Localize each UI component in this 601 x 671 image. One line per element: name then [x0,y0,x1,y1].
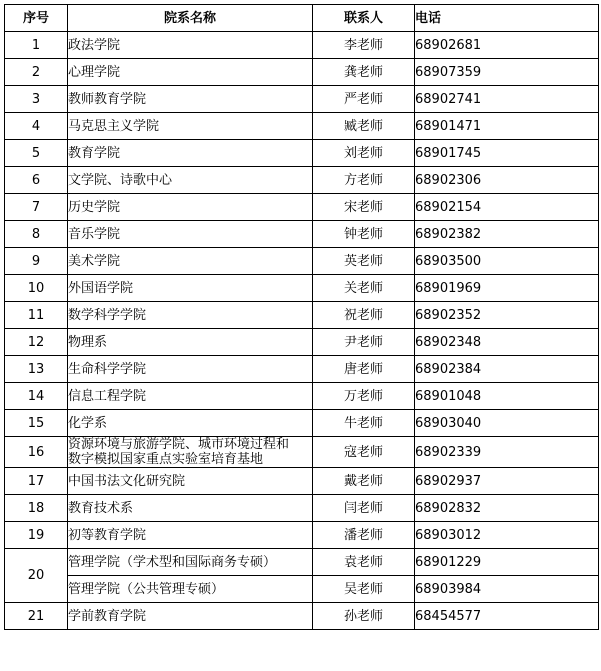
cell-phone: 68902832 [415,495,599,522]
cell-dept: 文学院、诗歌中心 [68,167,313,194]
cell-no: 1 [5,32,68,59]
cell-phone: 68903012 [415,522,599,549]
cell-phone: 68902937 [415,468,599,495]
cell-no: 6 [5,167,68,194]
table-row [5,167,599,194]
cell-phone: 68902681 [415,32,599,59]
table-row [5,302,599,329]
cell-contact: 钟老师 [313,221,415,248]
cell-dept: 心理学院 [68,59,313,86]
cell-dept: 信息工程学院 [68,383,313,410]
table-row [5,495,599,522]
table-row [5,468,599,495]
cell-contact: 唐老师 [313,356,415,383]
cell-dept: 物理系 [68,329,313,356]
cell-phone: 68902339 [415,437,599,468]
cell-no: 12 [5,329,68,356]
header-no: 序号 [5,5,68,32]
table-row [5,32,599,59]
cell-no: 10 [5,275,68,302]
cell-dept [68,437,313,468]
cell-dept: 马克思主义学院 [68,113,313,140]
cell-phone: 68902348 [415,329,599,356]
cell-phone: 68903500 [415,248,599,275]
cell-phone: 68901471 [415,113,599,140]
cell-contact: 尹老师 [313,329,415,356]
cell-contact: 闫老师 [313,495,415,522]
cell-phone: 68902384 [415,356,599,383]
table-row [5,275,599,302]
cell-dept: 历史学院 [68,194,313,221]
table-row [5,329,599,356]
table-row [5,194,599,221]
cell-no: 13 [5,356,68,383]
cell-no: 2 [5,59,68,86]
cell-no: 9 [5,248,68,275]
cell-phone: 68902306 [415,167,599,194]
cell-dept-line: 资源环境与旅游学院、城市环境过程和 [68,437,290,452]
contacts-table [4,4,599,630]
table-row [5,86,599,113]
cell-dept: 外国语学院 [68,275,313,302]
cell-phone: 68907359 [415,59,599,86]
cell-dept: 音乐学院 [68,221,313,248]
cell-phone: 68903984 [415,576,599,603]
cell-dept: 化学系 [68,410,313,437]
cell-no: 3 [5,86,68,113]
cell-contact: 方老师 [313,167,415,194]
cell-contact: 万老师 [313,383,415,410]
cell-dept: 学前教育学院 [68,603,313,630]
cell-dept: 政法学院 [68,32,313,59]
cell-no: 19 [5,522,68,549]
table-row [5,356,599,383]
cell-dept: 初等教育学院 [68,522,313,549]
cell-contact: 关老师 [313,275,415,302]
cell-contact: 严老师 [313,86,415,113]
header-contact: 联系人 [313,5,415,32]
cell-no: 17 [5,468,68,495]
cell-no: 14 [5,383,68,410]
cell-no: 7 [5,194,68,221]
cell-no: 4 [5,113,68,140]
cell-phone: 68454577 [415,603,599,630]
cell-no: 8 [5,221,68,248]
cell-contact: 戴老师 [313,468,415,495]
cell-no: 16 [5,437,68,468]
cell-contact: 吴老师 [313,576,415,603]
cell-contact: 牛老师 [313,410,415,437]
cell-phone: 68902382 [415,221,599,248]
header-dept: 院系名称 [68,5,313,32]
table-row [5,410,599,437]
cell-no: 21 [5,603,68,630]
cell-dept: 管理学院（学术型和国际商务专硕） [68,549,313,576]
cell-phone: 68901229 [415,549,599,576]
cell-dept: 管理学院（公共管理专硕） [68,576,313,603]
cell-phone: 68903040 [415,410,599,437]
cell-dept: 教育学院 [68,140,313,167]
cell-no: 20 [5,549,68,603]
cell-phone: 68901048 [415,383,599,410]
cell-contact: 潘老师 [313,522,415,549]
cell-contact: 臧老师 [313,113,415,140]
header-phone: 电话 [415,5,599,32]
table-row [5,221,599,248]
cell-no: 5 [5,140,68,167]
cell-phone: 68901745 [415,140,599,167]
cell-contact: 龚老师 [313,59,415,86]
table-row [5,576,599,603]
cell-dept: 教师教育学院 [68,86,313,113]
cell-contact: 寇老师 [313,437,415,468]
cell-dept: 中国书法文化研究院 [68,468,313,495]
cell-contact: 宋老师 [313,194,415,221]
cell-phone: 68902741 [415,86,599,113]
table-row [5,522,599,549]
cell-no: 11 [5,302,68,329]
table-row [5,383,599,410]
table-row [5,248,599,275]
cell-phone: 68901969 [415,275,599,302]
cell-contact: 祝老师 [313,302,415,329]
cell-contact: 李老师 [313,32,415,59]
table-row [5,437,599,468]
cell-contact: 袁老师 [313,549,415,576]
cell-no: 15 [5,410,68,437]
cell-contact: 英老师 [313,248,415,275]
cell-no: 18 [5,495,68,522]
cell-dept: 生命科学学院 [68,356,313,383]
table-row [5,59,599,86]
cell-phone: 68902154 [415,194,599,221]
table-row [5,113,599,140]
cell-dept-line: 数字模拟国家重点实验室培育基地 [68,452,264,467]
cell-contact: 刘老师 [313,140,415,167]
header-row [5,5,599,32]
cell-dept: 教育技术系 [68,495,313,522]
cell-dept: 美术学院 [68,248,313,275]
table-row [5,603,599,630]
table-row [5,140,599,167]
cell-phone: 68902352 [415,302,599,329]
cell-contact: 孙老师 [313,603,415,630]
table-row [5,549,599,576]
cell-dept: 数学科学学院 [68,302,313,329]
